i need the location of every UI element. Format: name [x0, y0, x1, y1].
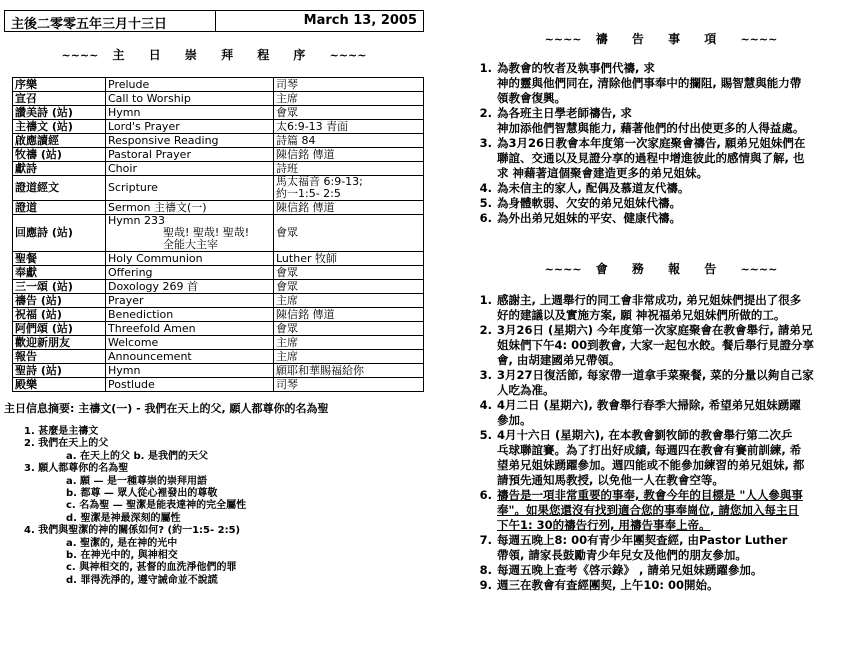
announce-item — [470, 428, 852, 488]
announce-list — [470, 293, 852, 593]
item-text — [497, 293, 852, 323]
message-outline — [4, 426, 424, 587]
program-row — [13, 322, 424, 336]
program-item-english: Holy Communion — [106, 252, 274, 266]
item-line: 請預先通知馬教授, 以免他一人在教會空等。 — [497, 473, 724, 487]
announce-item — [470, 368, 852, 398]
item-line: 感謝主, 上週舉行的同工會非常成功, 弟兄姐妹們提出了很多 — [497, 293, 802, 307]
chinese-date: 主後二零零五年三月十三日 — [5, 11, 216, 31]
date-header — [4, 10, 424, 32]
program-row — [13, 92, 424, 106]
program-item-english: Announcement — [106, 350, 274, 364]
program-item-chinese: 祝福 (站) — [13, 308, 106, 322]
prayer-item — [470, 181, 852, 196]
program-row — [13, 78, 424, 92]
announce-item — [470, 488, 852, 533]
program-item-person: 主席 — [274, 336, 424, 350]
program-row — [13, 134, 424, 148]
announce-item — [470, 578, 852, 593]
item-line: 3月26日 (星期六) 今年度第一次家庭聚會在教會舉行, 請弟兄 — [497, 323, 813, 337]
program-item-chinese: 聖餐 — [13, 252, 106, 266]
item-line: 好的建議以及實施方案, 願 神祝福弟兄姐妹們所做的工。 — [497, 308, 786, 322]
ornament-right: ~~~~ — [740, 263, 778, 276]
program-item-chinese: 序樂 — [13, 78, 106, 92]
item-line: 3月27日復活節, 每家帶一道拿手菜聚餐, 菜的分量以夠自己家 — [497, 368, 814, 382]
ornament-right: ~~~~ — [329, 49, 367, 62]
prayer-item — [470, 196, 852, 211]
program-item-person: 馬太福音 6:9-13; 約一1:5- 2:5 — [274, 176, 424, 201]
program-row — [13, 215, 424, 252]
item-number: 4. — [479, 398, 492, 412]
left-column — [4, 10, 424, 587]
program-item-english: Prelude — [106, 78, 274, 92]
item-line: 參加。 — [497, 413, 532, 427]
program-row — [13, 378, 424, 392]
outline-item: d. 聖潔是神最深刻的屬性 — [66, 512, 181, 524]
program-item-chinese: 牧禱 (站) — [13, 148, 106, 162]
item-text — [497, 323, 852, 368]
outline-item: 4. 我們與聖潔的神的關係如何? (約一1:5- 2:5) — [24, 525, 241, 537]
program-item-english: Doxology 269 首 — [106, 280, 274, 294]
program-row — [13, 176, 424, 201]
item-line: 4月十六日 (星期六), 在本教會劉牧師的教會舉行第二次乒 — [497, 428, 793, 442]
item-text — [497, 488, 852, 533]
program-item-person: 司琴 — [274, 78, 424, 92]
program-row — [13, 350, 424, 364]
program-row — [13, 148, 424, 162]
outline-item: b. 都尊 — 眾人從心裡發出的尊敬 — [66, 488, 218, 500]
item-line: 人吃為准。 — [497, 383, 555, 397]
ornament-left: ~~~~ — [61, 49, 99, 62]
ornament-left: ~~~~ — [544, 33, 582, 46]
prayer-list — [470, 61, 852, 226]
program-row — [13, 280, 424, 294]
item-line: 為外出弟兄姐妹的平安、健康代禱。 — [497, 211, 681, 225]
program-item-person: 詩篇 84 — [274, 134, 424, 148]
outline-item: b. 在神光中的, 與神相交 — [66, 550, 178, 562]
prayer-title: 禱 告 事 項 — [595, 32, 727, 46]
program-title-row — [4, 46, 424, 63]
item-number: 9. — [479, 578, 492, 592]
program-row — [13, 308, 424, 322]
program-item-person: 會眾 — [274, 106, 424, 120]
item-number: 2. — [479, 323, 492, 337]
program-row — [13, 294, 424, 308]
program-item-chinese: 禱告 (站) — [13, 294, 106, 308]
program-item-english: Benediction — [106, 308, 274, 322]
program-item-person: Luther 牧師 — [274, 252, 424, 266]
item-text — [497, 563, 852, 578]
item-line: 神的靈與他們同在, 清除他們事奉中的攔阻, 賜智慧與能力帶 — [497, 76, 802, 90]
item-number: 6. — [479, 488, 492, 502]
program-item-chinese: 殿樂 — [13, 378, 106, 392]
program-row — [13, 201, 424, 215]
announce-item — [470, 533, 852, 563]
item-line: 每週五晚上查考《啓示錄》 , 請弟兄姐妹踴躍參加。 — [497, 563, 763, 577]
item-line: 下午1: 30的禱告行列, 用禱告事奉上帝。 — [497, 518, 711, 532]
program-item-chinese: 讚美詩 (站) — [13, 106, 106, 120]
item-line: 為未信主的家人, 配偶及慕道友代禱。 — [497, 181, 690, 195]
program-row — [13, 162, 424, 176]
program-item-chinese: 聖詩 (站) — [13, 364, 106, 378]
item-number: 5. — [479, 428, 492, 442]
item-line: 乓球聯誼賽。為了打出好成績, 每週四在教會有賽前訓練, 希 — [497, 443, 802, 457]
program-item-english: Sermon 主禱文(一) — [106, 201, 274, 215]
item-text — [497, 106, 852, 136]
right-column — [470, 30, 852, 593]
item-text — [497, 428, 852, 488]
english-date: March 13, 2005 — [303, 13, 417, 28]
program-table — [12, 77, 424, 392]
program-item-chinese: 主禱文 (站) — [13, 120, 106, 134]
item-line: 望弟兄姐妹踴躍參加。週四能或不能參加練習的弟兄姐妹, 都 — [497, 458, 805, 472]
item-line: 禱告是一項非常重要的事奉, 教會今年的目標是 "人人參與事 — [497, 488, 803, 502]
item-text — [497, 533, 852, 563]
prayer-item — [470, 211, 852, 226]
message-summary: 主日信息摘要: 主禱文(一) - 我們在天上的父, 願人都尊你的名為聖 — [4, 402, 329, 415]
program-item-chinese: 啟應讀經 — [13, 134, 106, 148]
program-item-chinese: 報告 — [13, 350, 106, 364]
program-item-english: Postlude — [106, 378, 274, 392]
outline-item: d. 罪得洗淨的, 遵守誡命並不說謊 — [66, 574, 218, 586]
outline-item: a. 願 — 是一種尊崇的崇拜用語 — [66, 475, 207, 487]
outline-item: 3. 願人都尊你的名為聖 — [24, 463, 129, 475]
item-text — [497, 136, 852, 181]
program-item-person: 會眾 — [274, 215, 424, 252]
announce-item — [470, 293, 852, 323]
program-item-person: 會眾 — [274, 322, 424, 336]
program-item-english: Welcome — [106, 336, 274, 350]
item-number: 1. — [479, 61, 492, 75]
program-item-english: Hymn — [106, 106, 274, 120]
item-text — [497, 211, 852, 226]
announce-item — [470, 563, 852, 578]
program-item-chinese: 三一頌 (站) — [13, 280, 106, 294]
program-item-chinese: 奉獻 — [13, 266, 106, 280]
program-item-person: 會眾 — [274, 280, 424, 294]
program-item-person: 主席 — [274, 294, 424, 308]
program-item-english: Prayer — [106, 294, 274, 308]
item-line: 會, 由胡建國弟兄帶領。 — [497, 353, 621, 367]
program-item-person: 陳信銘 傳道 — [274, 201, 424, 215]
program-item-person: 主席 — [274, 350, 424, 364]
item-line: 為身體軟弱、欠安的弟兄姐妹代禱。 — [497, 196, 681, 210]
program-item-chinese: 證道經文 — [13, 176, 106, 201]
announce-title: 會 務 報 告 — [595, 262, 727, 276]
item-number: 2. — [479, 106, 492, 120]
item-text — [497, 61, 852, 106]
program-item-chinese: 阿們頌 (站) — [13, 322, 106, 336]
program-row — [13, 252, 424, 266]
item-line: 為教會的牧者及執事們代禱, 求 — [497, 61, 655, 75]
ornament-left: ~~~~ — [544, 263, 582, 276]
item-text — [497, 181, 852, 196]
item-number: 3. — [479, 136, 492, 150]
program-item-person: 願耶和華賜福給你 — [274, 364, 424, 378]
program-item-person: 詩班 — [274, 162, 424, 176]
program-item-chinese: 獻詩 — [13, 162, 106, 176]
program-item-english: Hymn — [106, 364, 274, 378]
prayer-item — [470, 61, 852, 106]
item-text — [497, 368, 852, 398]
item-text — [497, 578, 852, 593]
program-item-english: Pastoral Prayer — [106, 148, 274, 162]
item-line: 奉"。如果您還沒有找到適合您的事奉崗位, 請您加入每主日 — [497, 503, 799, 517]
item-number: 3. — [479, 368, 492, 382]
item-line: 求 神藉著這個聚會建造更多的弟兄姐妹。 — [497, 166, 709, 180]
program-item-person: 會眾 — [274, 266, 424, 280]
outline-item: a. 聖潔的, 是在神的光中 — [66, 537, 178, 549]
item-number: 7. — [479, 533, 492, 547]
program-title: 主 日 崇 拜 程 序 — [112, 48, 316, 62]
program-item-chinese: 歡迎新朋友 — [13, 336, 106, 350]
program-row — [13, 364, 424, 378]
outline-item: 2. 我們在天上的父 — [24, 438, 109, 450]
program-item-english: Choir — [106, 162, 274, 176]
item-line: 姐妹們下午4: 00到教會, 大家一起包水餃。餐后舉行見證分享 — [497, 338, 814, 352]
ornament-right: ~~~~ — [740, 33, 778, 46]
program-item-english: Offering — [106, 266, 274, 280]
outline-item: a. 在天上的父 b. 是我們的天父 — [66, 450, 208, 462]
prayer-item — [470, 136, 852, 181]
program-item-chinese: 宣召 — [13, 92, 106, 106]
announce-item — [470, 323, 852, 368]
item-number: 5. — [479, 196, 492, 210]
program-item-english: Lord's Prayer — [106, 120, 274, 134]
program-item-person: 太6:9-13 青面 — [274, 120, 424, 134]
item-line: 領教會復興。 — [497, 91, 566, 105]
item-line: 為各班主日學老師禱告, 求 — [497, 106, 632, 120]
program-item-person: 主席 — [274, 92, 424, 106]
program-row — [13, 266, 424, 280]
item-number: 8. — [479, 563, 492, 577]
program-item-english: Call to Worship — [106, 92, 274, 106]
item-number: 6. — [479, 211, 492, 225]
program-item-english: Threefold Amen — [106, 322, 274, 336]
item-number: 1. — [479, 293, 492, 307]
item-text — [497, 196, 852, 211]
program-item-chinese: 證道 — [13, 201, 106, 215]
item-line: 神加添他們智慧與能力, 藉著他們的付出使更多的人得益處。 — [497, 121, 805, 135]
announce-item — [470, 398, 852, 428]
program-item-person: 陳信銘 傳道 — [274, 148, 424, 162]
program-item-english: Responsive Reading — [106, 134, 274, 148]
program-item-english: Scripture — [106, 176, 274, 201]
outline-item: 1. 甚麼是主禱文 — [24, 426, 99, 437]
program-row — [13, 336, 424, 350]
program-row — [13, 120, 424, 134]
item-text — [497, 398, 852, 428]
item-line: 每週五晚上8: 00有青少年團契查經, 由Pastor Luther — [497, 533, 788, 547]
item-line: 為3月26日教會本年度第一次家庭聚會禱告, 願弟兄姐妹們在 — [497, 136, 806, 150]
announce-title-row — [470, 260, 852, 277]
prayer-title-row — [470, 30, 852, 47]
program-item-english: Hymn 233 聖哉! 聖哉! 聖哉! 全能大主宰 — [106, 215, 274, 252]
program-item-person: 陳信銘 傳道 — [274, 308, 424, 322]
item-line: 聯誼、交通以及見證分享的過程中增進彼此的感情與了解, 也 — [497, 151, 805, 165]
item-line: 4月二日 (星期六), 教會舉行春季大掃除, 希望弟兄姐妹踴躍 — [497, 398, 801, 412]
program-item-chinese: 回應詩 (站) — [13, 215, 106, 252]
item-line: 帶領, 請家長鼓勵青少年兒女及他們的朋友參加。 — [497, 548, 747, 562]
program-item-person: 司琴 — [274, 378, 424, 392]
prayer-item — [470, 106, 852, 136]
program-row — [13, 106, 424, 120]
item-line: 週三在教會有查經團契, 上午10: 00開始。 — [497, 578, 719, 592]
outline-item: c. 名為聖 — 聖潔是能表達神的完全屬性 — [66, 500, 247, 512]
outline-item: c. 與神相交的, 甚督的血洗淨他們的罪 — [66, 562, 237, 574]
item-number: 4. — [479, 181, 492, 195]
